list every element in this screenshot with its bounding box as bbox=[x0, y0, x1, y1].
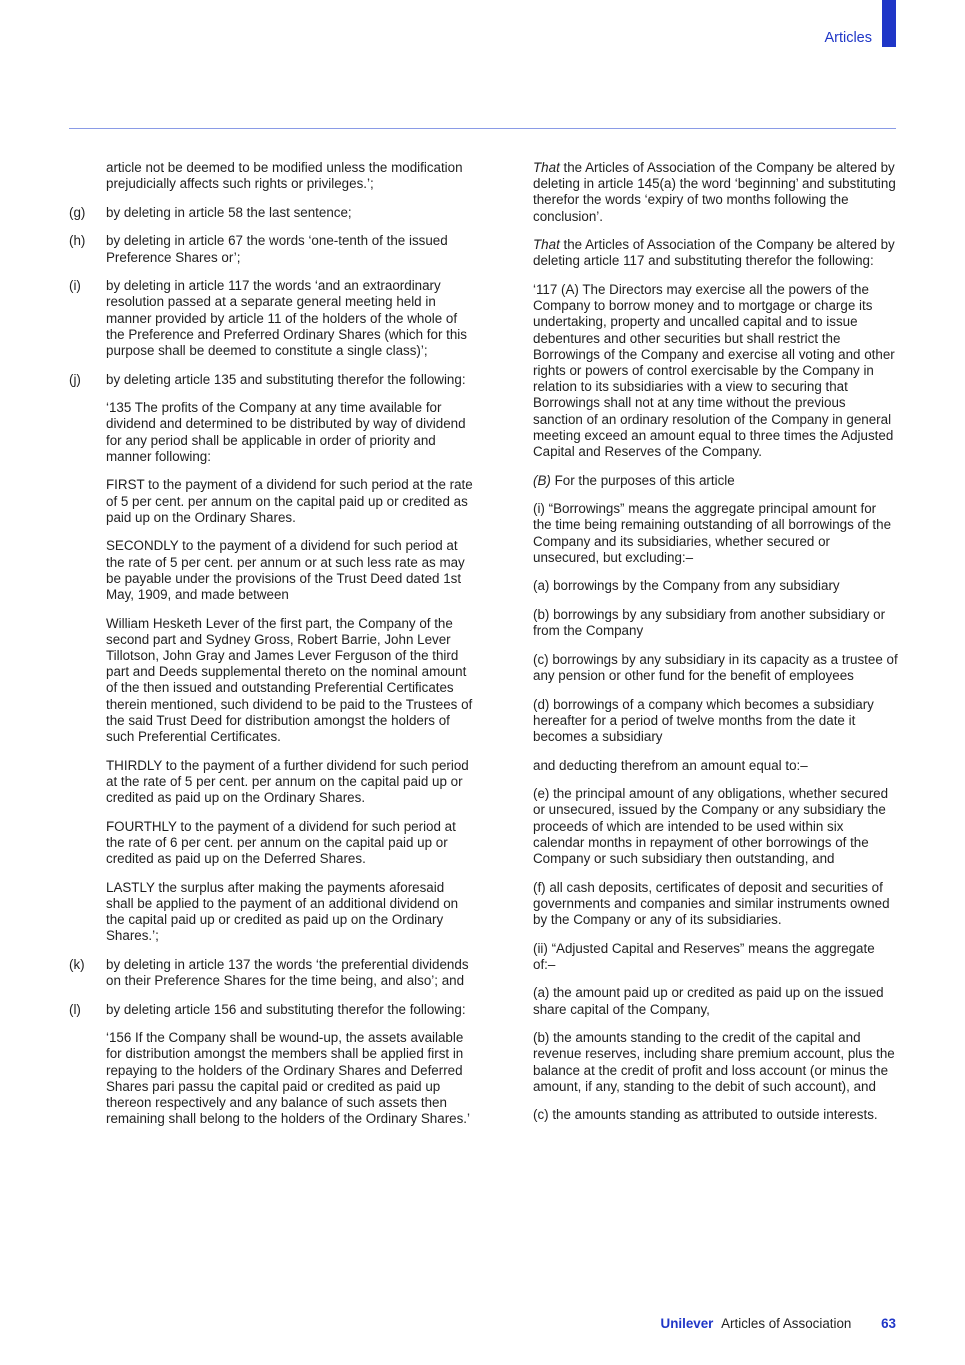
definition-paragraph: (a) borrowings by the Company from any subsidiary bbox=[533, 578, 840, 594]
definition-paragraph: (ii) “Adjusted Capital and Reserves” means the aggregate of:– bbox=[533, 940, 875, 972]
item-marker: (i) bbox=[69, 278, 81, 294]
article-135-paragraph: FOURTHLY to the payment of a dividend for such period at the rate of 6 per cent. per annum on the capital paid up or credited as paid up on the Deferred Shares. bbox=[106, 818, 456, 867]
header-accent-tab bbox=[882, 0, 896, 47]
article-135-paragraph: FIRST to the payment of a dividend for such period at the rate of 5 per cent. per annum on the capital paid up or credited as paid up on the Ordinary Shares. bbox=[106, 477, 473, 525]
clause-text: For the purposes of this article bbox=[550, 472, 735, 488]
intro-paragraph: article not be deemed to be modified unless the modification prejudicially affects such rights or privileges.’; bbox=[106, 160, 463, 192]
item-text: by deleting in article 117 the words ‘and an extraordinary resolution passed at a separate general meeting held in manner provided by article 11 of the holders of the whole of the Preference and Preferred Ordinary Shares (which for this purpose shall be deemed to constitute a single class)’; bbox=[106, 278, 467, 358]
article-156-paragraph: ‘156 If the Company shall be wound-up, the assets available for distribution amongst the members shall be applied first in repaying to the holders of the Ordinary Shares and Deferred Shares pari passu the capital paid or credited as paid up thereon respectively and any balance of such assets then remaining shall belong to the holders of the Ordinary Shares.’ bbox=[106, 1030, 470, 1127]
definition-paragraph: (e) the principal amount of any obligations, whether secured or unsecured, issued by the Company or any subsidiary the proceeds of which are intended to be used within six calendar months in repayment of other borrowings of the Company or such subsidiary then outstanding, and bbox=[533, 786, 889, 867]
article-135-paragraph: ‘135 The profits of the Company at any time available for dividend and determined to be distributed by way of dividend for any period shall be applicable in order of priority and manner following: bbox=[106, 400, 466, 464]
item-marker: (k) bbox=[69, 956, 85, 972]
section-label: Articles bbox=[824, 30, 872, 46]
resolution-lead: That bbox=[533, 160, 560, 175]
article-117a-paragraph: ‘117 (A) The Directors may exercise all the powers of the Company to borrow money and to mortgage or charge its undertaking, property and uncalled capital and to issue debentures and other securities but shall restrict the Borrowings of the Company and exercise all voting and other rights or powers of control exercisable by the Company in relation to its subsidiaries with a view to securing that Borrowings shall not at any time without the previous sanction of an ordinary resolution of the Company in general meeting exceed an amount equal to three times the Adjusted Capital and Reserves of the Company. bbox=[533, 282, 895, 460]
definition-paragraph: (i) “Borrowings” means the aggregate principal amount for the time being remaining outstanding of all borrowings of the Company and its subsidiaries, whether secured or unsecured, but excluding:– bbox=[533, 501, 892, 565]
resolution-lead: That bbox=[533, 237, 560, 253]
list-item bbox=[69, 205, 474, 221]
page-footer bbox=[661, 1316, 896, 1332]
clause-lead: (B) bbox=[533, 472, 551, 488]
definition-paragraph: (b) borrowings by any subsidiary from another subsidiary or from the Company bbox=[533, 607, 886, 639]
list-item bbox=[69, 278, 474, 359]
resolution-paragraph bbox=[533, 160, 898, 225]
article-135-paragraph: William Hesketh Lever of the first part, the Company of the second part and Sydney Gross, Robert Barrie, John Lever Tillotson, John Gray and James Lever Ferguson of the third part and Deeds supplemental thereto on the nominal amount of the then issued and outstanding Preferential Certificates therein mentioned, such dividend to be paid to the Trustees of the said Trust Deed for distribution amongst the holders of such Preferential Certificates. bbox=[106, 615, 473, 745]
list-item bbox=[69, 1002, 474, 1018]
item-text: by deleting in article 58 the last sentence; bbox=[106, 204, 352, 220]
article-135-paragraph: SECONDLY to the payment of a dividend for such period at the rate of 5 per cent. per annum or at such less rate as may be payable under the provisions of the Trust Deed dated 1st May, 1909, and made between bbox=[106, 538, 465, 602]
article-135-paragraph: LASTLY the surplus after making the payments aforesaid shall be applied to the payment of an additional dividend on the capital paid up or credited as paid up on the Ordinary Shares.’; bbox=[106, 879, 459, 944]
footer-document-title: Articles of Association bbox=[721, 1316, 852, 1331]
list-item bbox=[69, 957, 474, 989]
article-117b-paragraph bbox=[533, 473, 898, 489]
item-marker: (j) bbox=[69, 371, 81, 387]
resolution-text: the Articles of Association of the Company be altered by deleting article 117 and substituting therefor the following: bbox=[533, 237, 895, 269]
item-text: by deleting article 156 and substituting therefor the following: bbox=[106, 1001, 466, 1017]
right-column bbox=[533, 160, 898, 1136]
resolution-paragraph bbox=[533, 237, 898, 269]
list-item bbox=[69, 372, 474, 388]
article-135-paragraph: THIRDLY to the payment of a further dividend for such period at the rate of 5 per cent. per annum on the capital paid up or credited as paid up on the Ordinary Shares. bbox=[106, 757, 469, 806]
left-column bbox=[69, 160, 474, 1140]
page-number: 63 bbox=[881, 1316, 896, 1331]
resolution-text: the Articles of Association of the Company be altered by deleting in article 145(a) the word ‘beginning’ and substituting therefor the words ‘expiry of two months following the conclusion’. bbox=[533, 160, 896, 224]
definition-paragraph: and deducting therefrom an amount equal to:– bbox=[533, 757, 808, 773]
list-item bbox=[69, 233, 474, 265]
definition-paragraph: (a) the amount paid up or credited as paid up on the issued share capital of the Company, bbox=[533, 985, 884, 1017]
item-marker: (g) bbox=[69, 204, 86, 220]
definition-paragraph: (b) the amounts standing to the credit of the capital and revenue reserves, including share premium account, plus the balance at the credit of profit and loss account (or minus the amount, if any, standing to the debit of such account), and bbox=[533, 1030, 895, 1094]
item-marker: (l) bbox=[69, 1001, 81, 1017]
definition-paragraph: (c) borrowings by any subsidiary in its capacity as a trustee of any pension or other fund for the benefit of employees bbox=[533, 651, 898, 684]
item-text: by deleting in article 137 the words ‘the preferential dividends on their Preference Shares for the time being, and also’; and bbox=[106, 956, 469, 989]
definition-paragraph: (c) the amounts standing as attributed to outside interests. bbox=[533, 1107, 878, 1123]
definition-paragraph: (d) borrowings of a company which becomes a subsidiary hereafter for a period of twelve months from the date it becomes a subsidiary bbox=[533, 696, 874, 745]
header-divider bbox=[69, 128, 896, 129]
item-text: by deleting in article 67 the words ‘one-tenth of the issued Preference Shares or’; bbox=[106, 233, 448, 265]
footer-brand: Unilever bbox=[660, 1316, 714, 1331]
item-marker: (h) bbox=[69, 233, 86, 249]
item-text: by deleting article 135 and substituting therefor the following: bbox=[106, 371, 466, 387]
definition-paragraph: (f) all cash deposits, certificates of deposit and securities of governments and companies and similar instruments owned by the Company or any of its subsidiaries. bbox=[533, 879, 890, 928]
